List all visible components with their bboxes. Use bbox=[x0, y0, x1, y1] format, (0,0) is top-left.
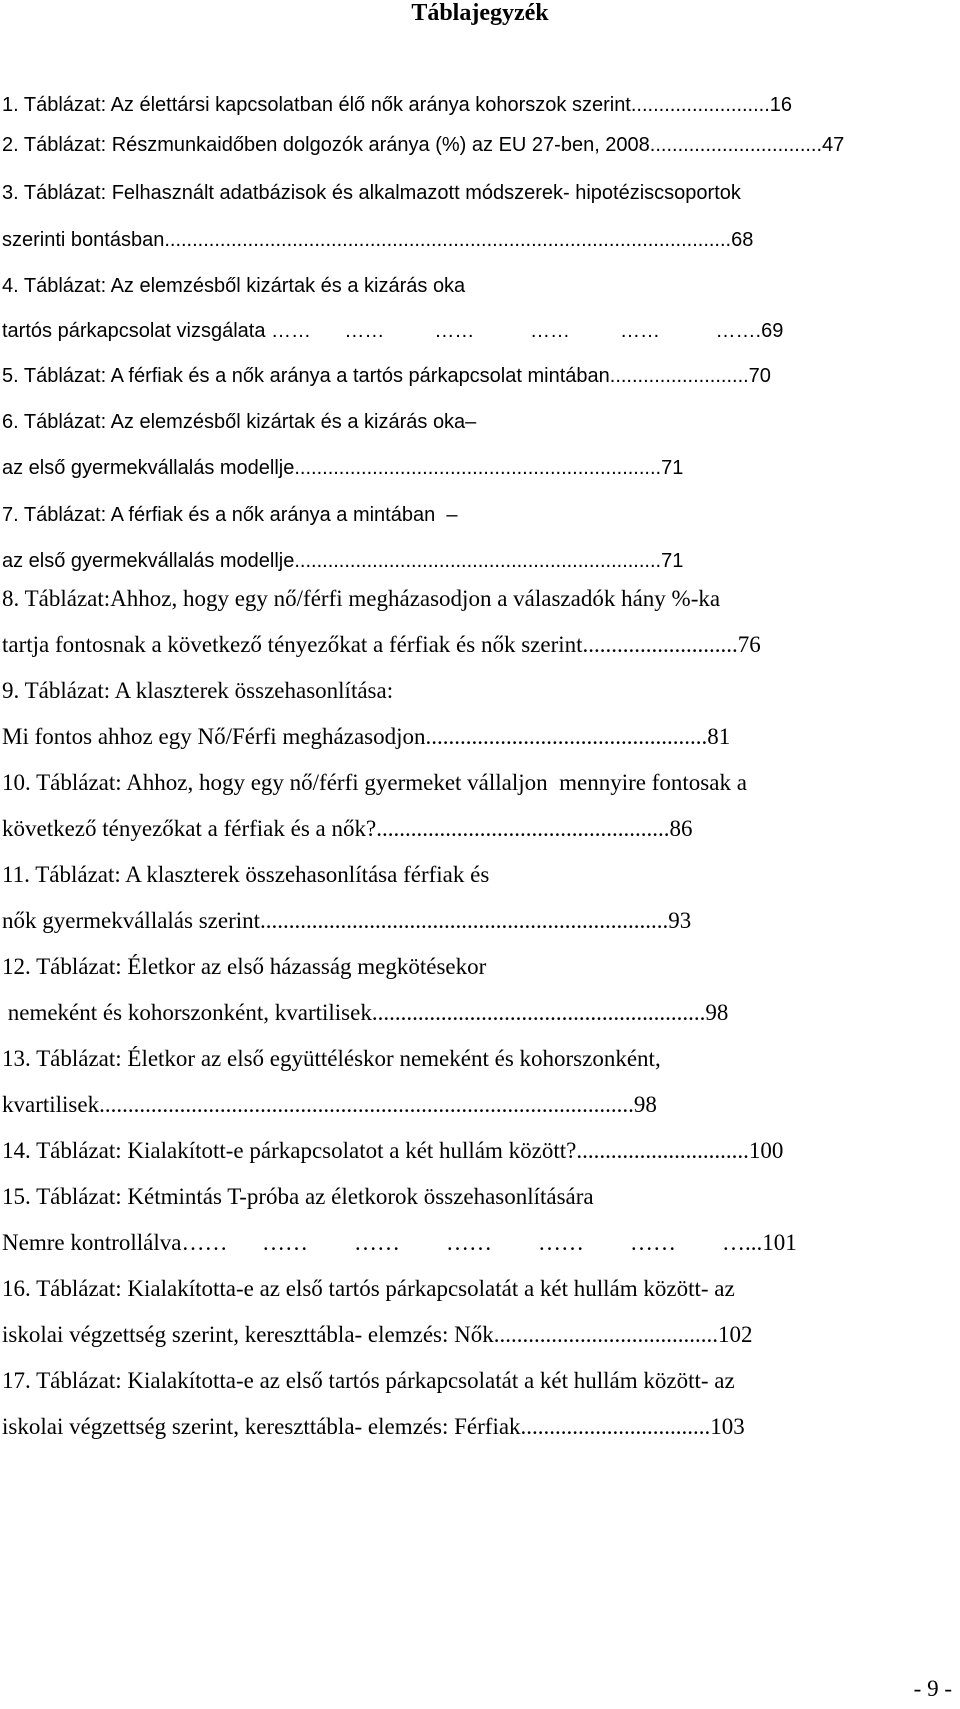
toc-entry-17-line-1: 17. Táblázat: Kialakította-e az első tartós párkapcsolatát a két hullám között- az bbox=[2, 1368, 735, 1393]
toc-entry-3-line-1: 3. Táblázat: Felhasznált adatbázisok és alkalmazott módszerek- hipotéziscsoportok bbox=[2, 182, 741, 204]
toc-entry-8-line-2: tartja fontosnak a következő tényezőkat a férfiak és nők szerint...........................76 bbox=[2, 632, 761, 657]
toc-entry-13-line-1: 13. Táblázat: Életkor az első együttéléskor nemeként és kohorszonként, bbox=[2, 1046, 661, 1071]
page-title: Táblajegyzék bbox=[411, 0, 549, 26]
toc-entry-5: 5. Táblázat: A férfiak és a nők aránya a tartós párkapcsolat mintában.........................70 bbox=[2, 365, 771, 387]
page-number: - 9 - bbox=[913, 1676, 952, 1701]
toc-entry-9-line-1: 9. Táblázat: A klaszterek összehasonlítása: bbox=[2, 678, 394, 703]
toc-entry-2: 2. Táblázat: Részmunkaidőben dolgozók aránya (%) az EU 27-ben, 2008...............................47 bbox=[2, 134, 845, 156]
toc-entry-16-line-2: iskolai végzettség szerint, kereszttábla- elemzés: Nők.......................................102 bbox=[2, 1322, 753, 1347]
toc-entry-8-line-1: 8. Táblázat:Ahhoz, hogy egy nő/férfi megházasodjon a válaszadók hány %-ka bbox=[2, 586, 721, 611]
toc-entry-15-line-2: Nemre kontrollálva…… …… …… …… …… …… …...101 bbox=[2, 1230, 797, 1255]
toc-entry-14: 14. Táblázat: Kialakított-e párkapcsolatot a két hullám között?..............................100 bbox=[2, 1138, 784, 1163]
toc-entry-4-line-2: tartós párkapcsolat vizsgálata …… …… …… …… …… …….69 bbox=[2, 320, 784, 342]
toc-entry-6-line-1: 6. Táblázat: Az elemzésből kizártak és a kizárás oka– bbox=[2, 411, 477, 433]
toc-entry-9-line-2: Mi fontos ahhoz egy Nő/Férfi megházasodjon.................................................81 bbox=[2, 724, 731, 749]
toc-entry-10-line-1: 10. Táblázat: Ahhoz, hogy egy nő/férfi gyermeket vállaljon mennyire fontosak a bbox=[2, 770, 747, 795]
toc-entry-11-line-1: 11. Táblázat: A klaszterek összehasonlítása férfiak és bbox=[2, 862, 490, 887]
toc-entry-13-line-2: kvartilisek.............................................................................................98 bbox=[2, 1092, 657, 1117]
toc-entry-6-line-2: az első gyermekvállalás modellje..................................................................71 bbox=[2, 457, 684, 479]
toc-entry-4-line-1: 4. Táblázat: Az elemzésből kizártak és a kizárás oka bbox=[2, 275, 466, 297]
toc-entry-1: 1. Táblázat: Az élettársi kapcsolatban élő nők aránya kohorszok szerint.........................16 bbox=[2, 94, 793, 116]
toc-entry-16-line-1: 16. Táblázat: Kialakította-e az első tartós párkapcsolatát a két hullám között- az bbox=[2, 1276, 735, 1301]
toc-entry-11-line-2: nők gyermekvállalás szerint.......................................................................93 bbox=[2, 908, 692, 933]
toc-entry-12-line-1: 12. Táblázat: Életkor az első házasság megkötésekor bbox=[2, 954, 487, 979]
toc-entry-7-line-2: az első gyermekvállalás modellje..................................................................71 bbox=[2, 550, 684, 572]
toc-entry-7-line-1: 7. Táblázat: A férfiak és a nők aránya a mintában – bbox=[2, 504, 458, 526]
toc-entry-12-line-2: nemeként és kohorszonként, kvartilisek..........................................................98 bbox=[2, 1000, 729, 1025]
toc-entry-3-line-2: szerinti bontásban......................................................................................................68 bbox=[2, 229, 754, 251]
toc-entry-10-line-2: következő tényezőkat a férfiak és a nők?...................................................86 bbox=[2, 816, 693, 841]
toc-entry-15-line-1: 15. Táblázat: Kétmintás T-próba az életkorok összehasonlítására bbox=[2, 1184, 594, 1209]
toc-entry-17-line-2: iskolai végzettség szerint, kereszttábla- elemzés: Férfiak.................................103 bbox=[2, 1414, 745, 1439]
